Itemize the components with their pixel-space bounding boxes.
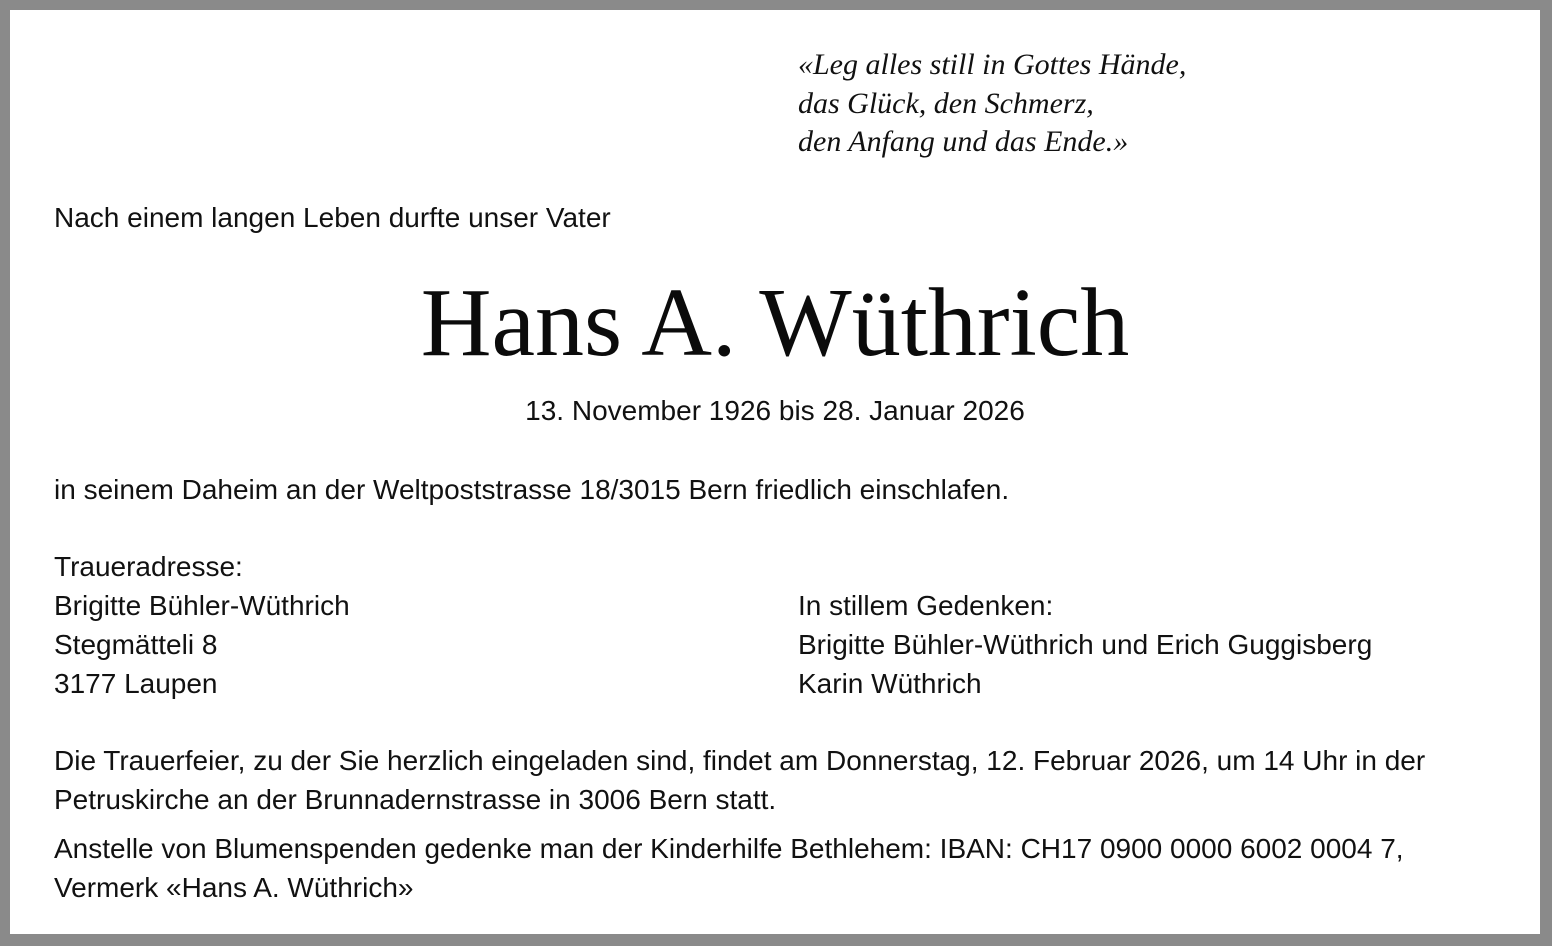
passing-location: in seinem Daheim an der Weltpoststrasse 18/3015 Bern friedlich einschlafen. — [54, 474, 1010, 505]
in-memory-mourners-1: Brigitte Bühler-Wüthrich und Erich Guggisberg — [798, 629, 1373, 660]
ceremony-paragraph — [54, 741, 1524, 819]
in-memory-block — [798, 586, 1372, 703]
donation-paragraph — [54, 829, 1524, 907]
mourning-address-block — [54, 547, 350, 703]
intro-text: Nach einem langen Leben durfte unser Vater — [54, 202, 611, 233]
mourning-address-heading: Traueradresse: — [54, 551, 243, 582]
mourning-address-street: Stegmätteli 8 — [54, 629, 218, 660]
mourning-address-name: Brigitte Bühler-Wüthrich — [54, 590, 350, 621]
quote-line-3: den Anfang und das Ende.» — [798, 125, 1129, 158]
in-memory-mourners-2: Karin Wüthrich — [798, 668, 982, 699]
deceased-name: Hans A. Wüthrich — [420, 269, 1130, 377]
mourning-address-city: 3177 Laupen — [54, 668, 218, 699]
obituary-notice — [10, 10, 1540, 934]
quote-line-1: «Leg alles still in Gottes Hände, — [798, 48, 1187, 81]
in-memory-heading: In stillem Gedenken: — [798, 590, 1054, 621]
quote-line-2: das Glück, den Schmerz, — [798, 86, 1094, 120]
life-dates: 13. November 1926 bis 28. Januar 2026 — [525, 395, 1025, 426]
ceremony-line-2: Petruskirche an der Brunnadernstrasse in 3006 Bern statt. — [54, 784, 777, 815]
epigraph-quote — [798, 46, 1186, 162]
donation-line-2: Vermerk «Hans A. Wüthrich» — [54, 872, 414, 903]
ceremony-line-1: Die Trauerfeier, zu der Sie herzlich eingeladen sind, findet am Donnerstag, 12. Februar 2026, um 14 Uhr in der — [54, 745, 1426, 776]
donation-line-1: Anstelle von Blumenspenden gedenke man der Kinderhilfe Bethlehem: IBAN: CH17 0900 0000 6002 0004 7, — [54, 833, 1404, 864]
